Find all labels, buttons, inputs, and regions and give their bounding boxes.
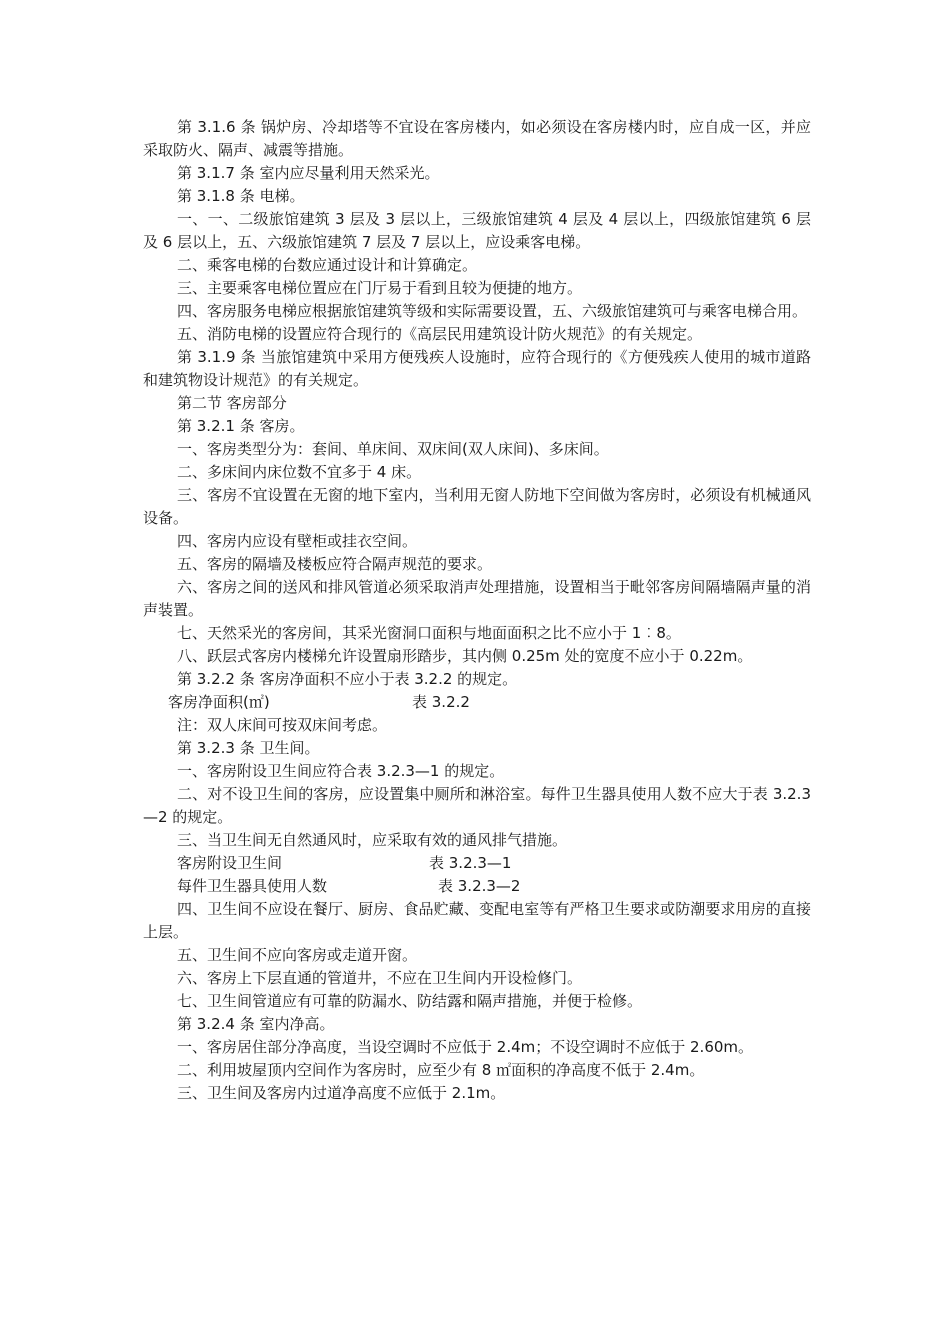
paragraph-3-1-7: 第 3.1.7 条 室内应尽量利用天然采光。 — [177, 164, 440, 182]
table-caption-number: 表 3.2.3—2 — [438, 877, 521, 895]
table-caption-3-2-2 — [143, 691, 811, 714]
table-caption-number: 表 3.2.3—1 — [429, 854, 512, 872]
paragraph-elevator-5: 五、消防电梯的设置应符合现行的《高层民用建筑设计防火规范》的有关规定。 — [177, 325, 703, 343]
paragraph-3-2-4: 第 3.2.4 条 室内净高。 — [177, 1015, 335, 1033]
section-heading: 第二节 客房部分 — [177, 394, 287, 412]
paragraph-bath-5: 五、卫生间不应向客房或走道开窗。 — [177, 946, 418, 964]
paragraph-note: 注：双人床间可按双床间考虑。 — [177, 716, 388, 734]
paragraph-room-7: 七、天然采光的客房间，其采光窗洞口面积与地面面积之比不应小于 1︰8。 — [177, 624, 681, 642]
paragraph-height-1: 一、客房居住部分净高度，当设空调时不应低于 2.4m；不设空调时不应低于 2.60m。 — [177, 1038, 754, 1056]
paragraph-elevator-1: 一、一、二级旅馆建筑 3 层及 3 层以上，三级旅馆建筑 4 层及 4 层以上，四级旅馆建筑 6 层及 6 层以上，五、六级旅馆建筑 7 层及 7 层以上，应设乘客电梯。 — [143, 210, 811, 251]
table-caption-title: 客房净面积(㎡) — [168, 693, 270, 711]
paragraph-3-2-1: 第 3.2.1 条 客房。 — [177, 417, 305, 435]
paragraph-3-1-9: 第 3.1.9 条 当旅馆建筑中采用方便残疾人设施时，应符合现行的《方便残疾人使用的城市道路和建筑物设计规范》的有关规定。 — [143, 348, 811, 389]
table-caption-title: 客房附设卫生间 — [177, 854, 283, 872]
paragraph-room-3: 三、客房不宜设置在无窗的地下室内，当利用无窗人防地下空间做为客房时，必须设有机械通风设备。 — [143, 486, 811, 527]
paragraph-room-5: 五、客房的隔墙及楼板应符合隔声规范的要求。 — [177, 555, 493, 573]
paragraph-3-1-6: 第 3.1.6 条 锅炉房、冷却塔等不宜设在客房楼内，如必须设在客房楼内时，应自成一区，并应采取防火、隔声、减震等措施。 — [143, 118, 811, 159]
paragraph-room-8: 八、跃层式客房内楼梯允许设置扇形踏步，其内侧 0.25m 处的宽度不应小于 0.22m。 — [177, 647, 753, 665]
paragraph-elevator-3: 三、主要乘客电梯位置应在门厅易于看到且较为便捷的地方。 — [177, 279, 583, 297]
paragraph-bath-6: 六、客房上下层直通的管道井，不应在卫生间内开设检修门。 — [177, 969, 583, 987]
table-caption-title: 每件卫生器具使用人数 — [177, 877, 328, 895]
paragraph-3-2-3: 第 3.2.3 条 卫生间。 — [177, 739, 320, 757]
paragraph-height-2: 二、利用坡屋顶内空间作为客房时，应至少有 8 ㎡面积的净高度不低于 2.4m。 — [177, 1061, 705, 1079]
paragraph-3-2-2: 第 3.2.2 条 客房净面积不应小于表 3.2.2 的规定。 — [177, 670, 518, 688]
paragraph-bath-1: 一、客房附设卫生间应符合表 3.2.3—1 的规定。 — [177, 762, 505, 780]
paragraph-bath-7: 七、卫生间管道应有可靠的防漏水、防结露和隔声措施，并便于检修。 — [177, 992, 643, 1010]
paragraph-bath-3: 三、当卫生间无自然通风时，应采取有效的通风排气措施。 — [177, 831, 568, 849]
paragraph-room-4: 四、客房内应设有壁柜或挂衣空间。 — [177, 532, 418, 550]
paragraph-room-2: 二、多床间内床位数不宜多于 4 床。 — [177, 463, 422, 481]
paragraph-3-1-8: 第 3.1.8 条 电梯。 — [177, 187, 305, 205]
table-caption-3-2-3-2 — [143, 875, 811, 898]
paragraph-elevator-4: 四、客房服务电梯应根据旅馆建筑等级和实际需要设置，五、六级旅馆建筑可与乘客电梯合用。 — [177, 302, 808, 320]
paragraph-elevator-2: 二、乘客电梯的台数应通过设计和计算确定。 — [177, 256, 478, 274]
paragraph-bath-2: 二、对不设卫生间的客房，应设置集中厕所和淋浴室。每件卫生器具使用人数不应大于表 3.2.3—2 的规定。 — [143, 785, 811, 826]
paragraph-height-3: 三、卫生间及客房内过道净高度不应低于 2.1m。 — [177, 1084, 506, 1102]
table-caption-3-2-3-1 — [143, 852, 811, 875]
document-body — [143, 116, 811, 1105]
paragraph-room-1: 一、客房类型分为：套间、单床间、双床间(双人床间)、多床间。 — [177, 440, 609, 458]
paragraph-room-6: 六、客房之间的送风和排风管道必须采取消声处理措施，设置相当于毗邻客房间隔墙隔声量的消声装置。 — [143, 578, 811, 619]
paragraph-bath-4: 四、卫生间不应设在餐厅、厨房、食品贮藏、变配电室等有严格卫生要求或防潮要求用房的直接上层。 — [143, 900, 811, 941]
table-caption-number: 表 3.2.2 — [412, 693, 470, 711]
